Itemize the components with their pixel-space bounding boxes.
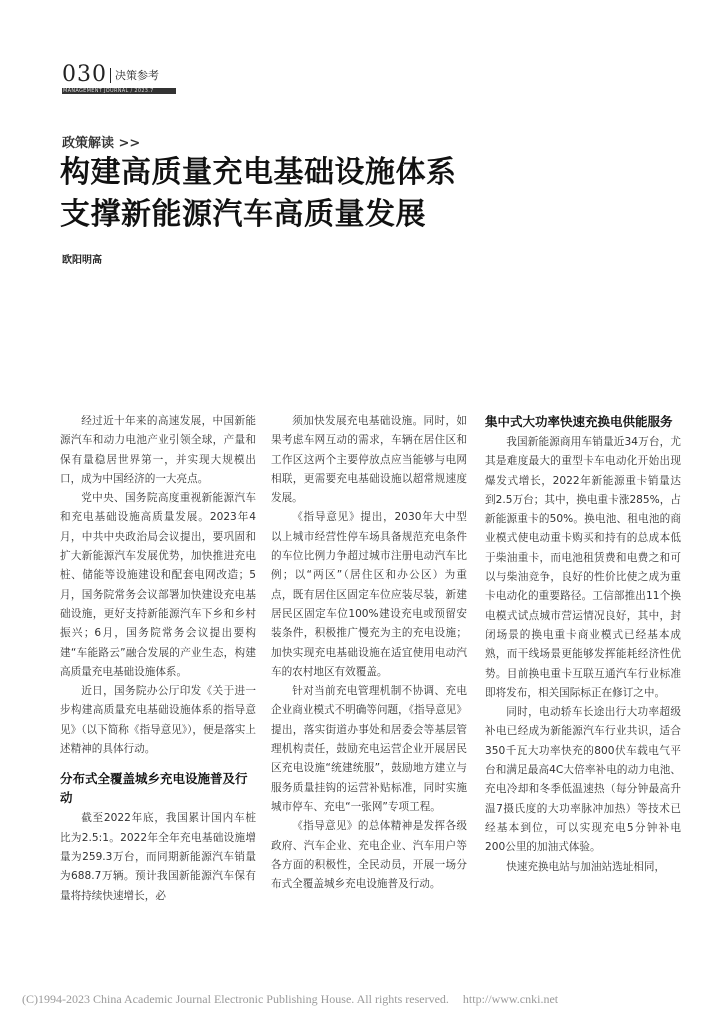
paragraph: 党中央、国务院高度重视新能源汽车和充电基础设施高质量发展。2023年4月，中共中央政治局会议提出，要巩固和扩大新能源汽车发展优势，加快推进充电桩、储能等设施建设和配套电网改造；5月，国务院常务会议部署加快建设充电基础设施，更好支持新能源汽车下乡和乡村振兴；6月，国务院常务会议提出要构建“车能路云”融合发展的产业生态，构建高质量充电基础设施体系。	[60, 492, 256, 678]
paragraph: 同时，电动轿车长途出行大功率超级补电已经成为新能源汽车行业共识，适合350千瓦大功率快充的800伏车载电气平台和满足最高4C大倍率补电的动力电池、充电冷却和冬季低温速热（每分钟最高升温7摄氏度的大功率脉冲加热）等技术已经基本到位，可以实现充电5分钟补电200公里的加油式体验。	[485, 706, 681, 854]
header-divider	[110, 68, 111, 83]
paragraph: 截至2022年底，我国累计国内车桩比为2.5:1。2022年全年充电基础设施增量为259.3万台，而同期新能源汽车销量为688.7万辆。预计我国新能源汽车保有量将持续快速增长，必	[60, 812, 256, 902]
paragraph: 《指导意见》的总体精神是发挥各级政府、汽车企业、充电企业、汽车用户等各方面的积极性，全民动员，开展一场分布式全覆盖城乡充电设施普及行动。	[271, 820, 467, 891]
copyright-notice: (C)1994-2023 China Academic Journal Electronic Publishing House. All rights reserved.	[22, 992, 449, 1006]
page-header	[62, 62, 222, 94]
paragraph: 针对当前充电管理机制不协调、充电企业商业模式不明确等问题，《指导意见》提出，落实街道办事处和居委会等基层管理机构责任，鼓励充电运营企业开展居民区充电设施“统建统服”，鼓励地方建立与服务质量挂钩的运营补贴标准，同时实施城市停车、充电“一张网”专项工程。	[271, 685, 467, 813]
author-name: 欧阳明高	[62, 255, 102, 266]
journal-name: 决策参考	[115, 69, 159, 82]
page-number: 030	[62, 62, 107, 87]
section-label: 政策解读 >>	[62, 136, 141, 151]
paragraph: 《指导意见》提出，2030年大中型以上城市经营性停车场具备规范充电条件的车位比例力争超过城市注册电动汽车比例；以“两区”（居住区和办公区）为重点，既有居住区固定车位应装尽装，新建居民区固定车位100%建设充电或预留安装条件，积极推广慢充为主的充电设施；加快实现充电基础设施在适宜使用电动汽车的农村地区有效覆盖。	[271, 511, 467, 678]
page-footer	[22, 992, 712, 1007]
title-line-2: 支撑新能源汽车高质量发展	[60, 197, 426, 232]
paragraph: 须加快发展充电基础设施。同时，如果考虑车网互动的需求，车辆在居住区和工作区这两个主要停放点应当能够与电网相联，更需要充电基础设施以超常规速度发展。	[271, 415, 467, 505]
paragraph: 快速充换电站与加油站选址相同，	[506, 860, 666, 873]
paragraph: 我国新能源商用车销量近34万台，尤其是难度最大的重型卡车电动化开始出现爆发式增长，2022年新能源重卡销量达到2.5万台；其中，换电重卡涨285%，占新能源重卡的50%。换电池、租电池的商业模式使电动重卡购买和持有的总成本低于柴油重卡，而电池租赁费和电费之和可以与柴油竞争，良好的性价比使之成为重卡电动化的重要路径。工信部推出11个换电模式试点城市营运情况良好，其中，封闭场景的换电重卡商业模式已经基本成熟，而干线场景更能够发挥能耗经济性优势。目前换电重卡互联互通汽车行业标准即将发布，相关国际标正在修订之中。	[485, 436, 681, 699]
text-column-2	[271, 412, 467, 894]
text-column-3	[485, 412, 681, 877]
section-heading: 分布式全覆盖城乡充电设施普及行动	[60, 771, 248, 806]
text-column-1	[60, 412, 256, 906]
paragraph: 经过近十年来的高速发展，中国新能源汽车和动力电池产业引领全球，产量和保有量稳居世界第一，并实现大规模出口，成为中国经济的一大亮点。	[60, 415, 256, 485]
section-heading: 集中式大功率快速充换电供能服务	[485, 414, 673, 429]
footer-url[interactable]: http://www.cnki.net	[462, 992, 559, 1006]
journal-subtitle-bar: MANAGEMENT JOURNAL / 2023.7	[62, 88, 176, 94]
paragraph: 近日，国务院办公厅印发《关于进一步构建高质量充电基础设施体系的指导意见》（以下简称《指导意见》），便是落实上述精神的具体行动。	[60, 685, 256, 756]
title-line-1: 构建高质量充电基础设施体系	[60, 155, 457, 190]
article-title	[60, 152, 620, 236]
